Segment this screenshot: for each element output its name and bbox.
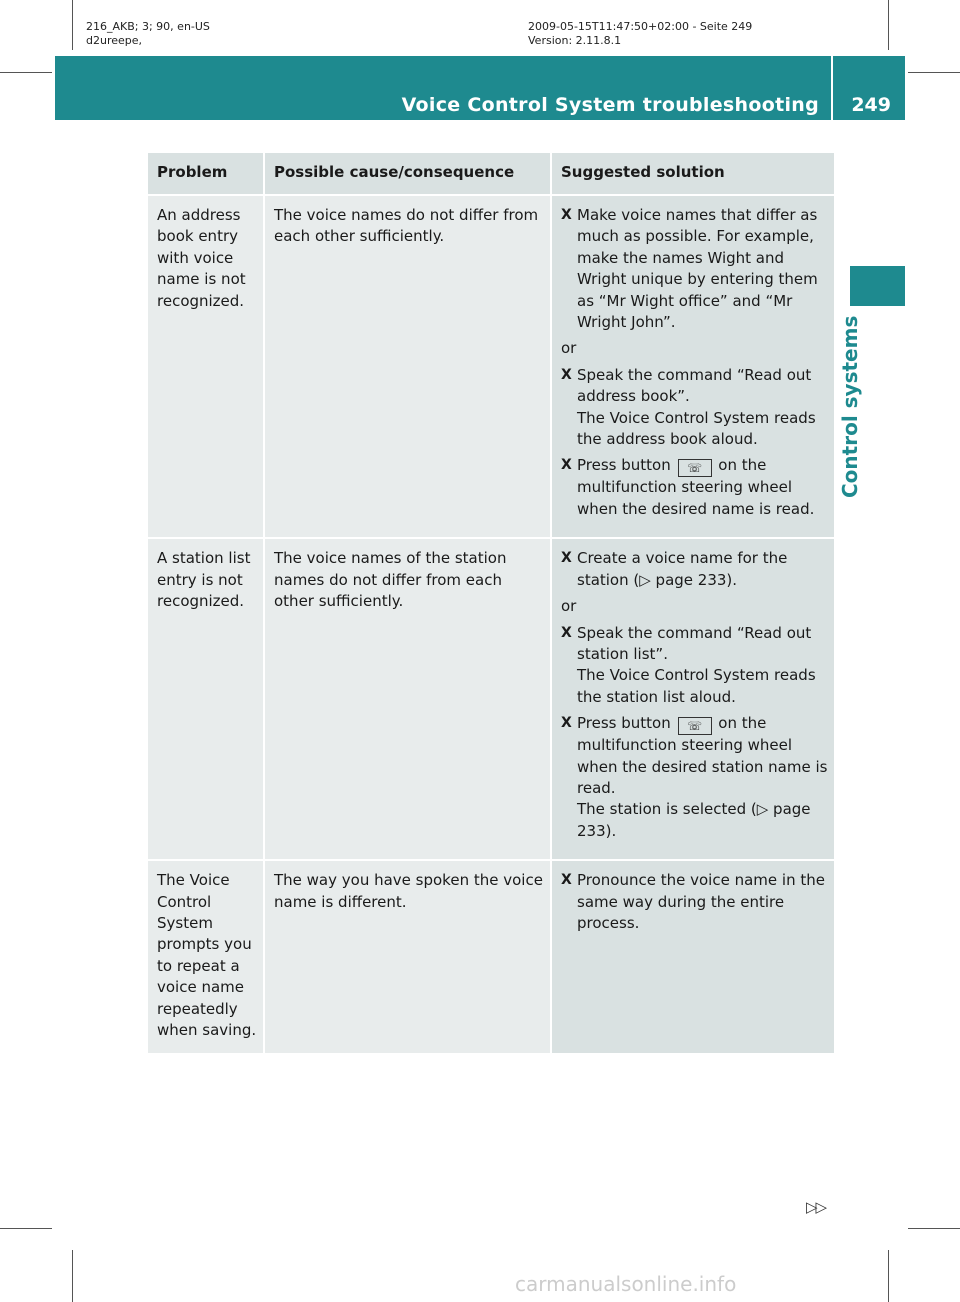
step-text: Make voice names that differ as much as possible. For example, make the names Wight and Wright unique by entering them as “Mr Wight office” and “Mr Wright John”.: [577, 206, 818, 332]
table-row: [148, 538, 834, 860]
page-number: 249: [851, 94, 891, 116]
meta-line: d2ureepe,: [86, 34, 143, 47]
step-text: Speak the command “Read out address book”.: [577, 365, 812, 406]
step-marker: X: [561, 872, 572, 889]
crop-mark: [72, 1250, 73, 1302]
step-text: Speak the command “Read out station list”.: [577, 623, 812, 663]
print-meta-left: [86, 20, 210, 48]
table-row: [148, 860, 834, 1053]
step-result-text: The Voice Control System reads the address book aloud.: [577, 408, 816, 449]
or-separator: or: [561, 597, 577, 616]
step-marker: X: [561, 366, 572, 383]
step-text: Press button: [577, 714, 671, 733]
troubleshooting-table: [148, 153, 834, 1053]
header-divider: [831, 56, 833, 120]
crop-mark: [0, 1228, 52, 1229]
cause-cell: The way you have spoken the voice name is different.: [264, 860, 551, 1053]
step-result-text: The Voice Control System reads the station list aloud.: [577, 666, 816, 706]
cause-cell: The voice names of the station names do not differ from each other sufficiently.: [264, 538, 551, 860]
crop-mark: [72, 0, 73, 50]
step-marker: X: [561, 457, 572, 474]
solution-step: [561, 205, 828, 333]
or-separator: or: [561, 339, 577, 358]
meta-line: 216_AKB; 3; 90, en-US: [86, 20, 210, 33]
problem-cell: The Voice Control System prompts you to repeat a voice name repeatedly when saving.: [148, 860, 264, 1053]
solution-step: [561, 548, 828, 591]
solution-step: [561, 870, 828, 934]
crop-mark: [908, 72, 960, 73]
column-header-problem: Problem: [148, 153, 264, 195]
table-row: [148, 195, 834, 538]
solution-cell: [551, 538, 834, 860]
step-marker: X: [561, 624, 572, 641]
watermark: carmanualsonline.info: [515, 1272, 737, 1296]
continue-icon: ▷▷: [806, 1198, 826, 1216]
step-marker: X: [561, 207, 572, 223]
problem-cell: A station list entry is not recognized.: [148, 538, 264, 860]
print-meta-right: [528, 20, 752, 48]
crop-mark: [0, 72, 52, 73]
step-result-text: The station is selected (▷ page 233).: [577, 800, 811, 840]
solution-step: [561, 713, 828, 842]
section-label: Control systems: [838, 315, 862, 498]
meta-line: 2009-05-15T11:47:50+02:00 - Seite 249: [528, 20, 753, 33]
step-text: on the multifunction steering wheel when the desired name is read.: [577, 456, 815, 518]
step-text: on the multifunction steering wheel when the desired station name is read.: [577, 714, 828, 797]
column-header-solution: Suggested solution: [551, 153, 834, 195]
cause-cell: The voice names do not differ from each other sufficiently.: [264, 195, 551, 538]
solution-cell: [551, 195, 834, 538]
step-marker: X: [561, 550, 572, 567]
crop-mark: [888, 1250, 889, 1302]
meta-line: Version: 2.11.8.1: [528, 34, 622, 47]
column-header-cause: Possible cause/consequence: [264, 153, 551, 195]
table-header-row: [148, 153, 834, 195]
problem-cell: An address book entry with voice name is not recognized.: [148, 195, 264, 538]
step-marker: X: [561, 715, 572, 732]
voice-button-icon: ☏: [678, 459, 712, 477]
solution-step: [561, 623, 828, 709]
solution-cell: [551, 860, 834, 1053]
solution-step: [561, 455, 828, 520]
crop-mark: [908, 1228, 960, 1229]
page-title: Voice Control System troubleshooting: [401, 94, 819, 116]
step-text: Pronounce the voice name in the same way during the entire process.: [577, 871, 825, 932]
voice-button-icon: ☏: [678, 717, 712, 735]
solution-step: [561, 365, 828, 451]
step-text: Press button: [577, 456, 671, 475]
step-text: Create a voice name for the station (▷ page 233).: [577, 549, 788, 589]
page-header: [55, 56, 905, 120]
crop-mark: [888, 0, 889, 50]
